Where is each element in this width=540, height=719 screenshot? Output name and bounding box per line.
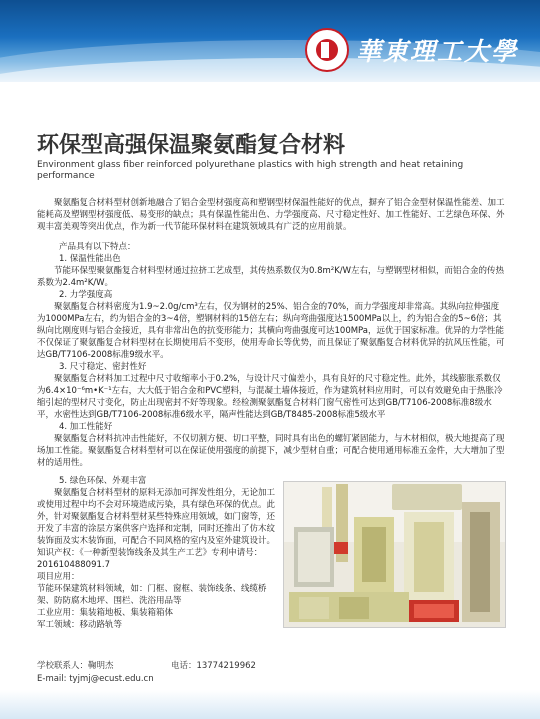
page-title: 环保型高强保温聚氨酯复合材料 <box>37 133 346 158</box>
main-body <box>37 197 507 469</box>
features-intro: 产品具有以下特点： <box>59 242 136 252</box>
intro-paragraph: 聚氨酯复合材料型材创新地融合了铝合金型材强度高和塑钢型材保温性能好的优点，摒弃了铝合金型材保温性能差、加工能耗高及塑钢型材强度低、易变形的缺点；具有保温性能出色、力学强度高、尺寸稳定性好、加工性能好、工艺绿色环保、外观丰富美观等突出优点，作为新一代节能环保材料在建筑领域具有广泛的应用前景。 <box>37 198 505 232</box>
feature-5-title: 5. 绿色环保、外观丰富 <box>59 476 147 486</box>
email-row <box>37 673 437 686</box>
feature-2-text: 聚氨酯复合材料密度为1.9~2.0g/cm³左右，仅为钢材的25%、铝合金的70%，而力学强度却非常高。其纵向拉伸强度为1000MPa左右，约为铝合金的3~4倍，塑钢材料的15倍左右；纵向弯曲强度达1500MPa以上，约为铝合金的5~6倍；其纵向比刚度则与铝合金接近，具有非常出色的抗变形能力；其横向弯曲强度可达100MPa，远优于国家标准。优异的力学性能不仅保证了聚氨酯复合材料型材在长期使用后不变形，使用寿命长等优势，而且保证了聚氨酯复合材料优异的抗风压性能，可达GB/T7106-2008标准9级水平。 <box>37 302 505 360</box>
university-name: 華東理工大學 <box>356 37 519 66</box>
feature-1-title: 1. 保温性能出色 <box>59 254 121 264</box>
feature-3-title: 3. 尺寸稳定、密封性好 <box>59 362 147 372</box>
application-field-2: 工业应用：集装箱地板、集装箱箱体 <box>37 608 174 618</box>
seal-mark <box>321 42 329 58</box>
contact-person-row <box>37 660 437 673</box>
feature-1-text: 节能环保型聚氨酯复合材料型材通过拉挤工艺成型，其传热系数仅为0.8m²K/W左右，与塑钢型材相似，而铝合金的传热系数为2.4m²K/W。 <box>37 266 505 288</box>
feature-4-text: 聚氨酯复合材料抗冲击性能好，不仅切割方便、切口平整，同时具有出色的螺钉紧固能力，与木材相似，极大地提高了现场加工性能。聚氨酯复合材料型材可以在保证使用强度的前提下，减少型材自重；可配合使用通用标准五金件，大大增加了型材的适用性。 <box>37 434 505 468</box>
product-photo <box>283 481 506 628</box>
application-field-1: 节能环保建筑材料领域，如：门框、窗框、装饰线条、线缆桥架、防防腐木地坪、围栏、洗浴用品等 <box>37 584 267 606</box>
email-address[interactable]: tyjmj@ecust.edu.cn <box>69 674 154 684</box>
header-banner <box>0 0 540 82</box>
lower-left-text <box>37 475 280 631</box>
contact-info <box>37 660 437 686</box>
feature-4-title: 4. 加工性能好 <box>59 422 113 432</box>
ip-line: 知识产权：《一种新型装饰线条及其生产工艺》专利申请号：201610488091.7 <box>37 548 263 570</box>
footer-band <box>0 690 540 719</box>
university-seal-logo <box>305 28 349 72</box>
feature-3-text: 聚氨酯复合材料加工过程中尺寸收缩率小于0.2%，与设计尺寸偏差小，具有良好的尺寸稳定性。此外，其线膨胀系数仅为6.4×10⁻⁶m•K⁻¹左右，大大低于铝合金和PVC塑料，与混凝土墙体接近，作为建筑材料应用时，可以有效避免由于热胀冷缩引起的型材尺寸变化，防止出现密封不好等现象。经检测聚氨酯复合材料门窗气密性可达到GB/T7106-2008标准8级水平，水密性达到GB/T7106-2008标准6级水平，隔声性能达到GB/T8485-2008标准5级水平 <box>37 374 503 420</box>
contact-person-name: 鞠明杰 <box>88 661 114 671</box>
application-field-3: 军工领域：移动路轨等 <box>37 620 123 630</box>
page-subtitle-en: Environment glass fiber reinforced polyurethane plastics with high strength and heat retaining performance <box>37 160 464 181</box>
phone-number: 13774219962 <box>196 661 256 671</box>
application-label: 项目应用： <box>37 572 80 582</box>
product-profiles-illustration <box>284 482 505 627</box>
feature-5-text: 聚氨酯复合材料型材的原料无添加可挥发性组分，无论加工或使用过程中均不会对环境造成污染，具有绿色环保的优点。此外，针对聚氨酯复合材料型材某些特殊应用领域，如门窗等，还开发了丰富的涂层方案供客户选择和定制，同时还推出了仿木纹装饰面及实木装饰面，可配合不同风格的室内及室外建筑设计。 <box>37 488 276 546</box>
phone-label: 电话： <box>170 661 197 671</box>
feature-2-title: 2. 力学强度高 <box>59 290 113 300</box>
contact-person-label: 学校联系人： <box>37 661 89 671</box>
email-label: E-mail: <box>37 674 67 684</box>
